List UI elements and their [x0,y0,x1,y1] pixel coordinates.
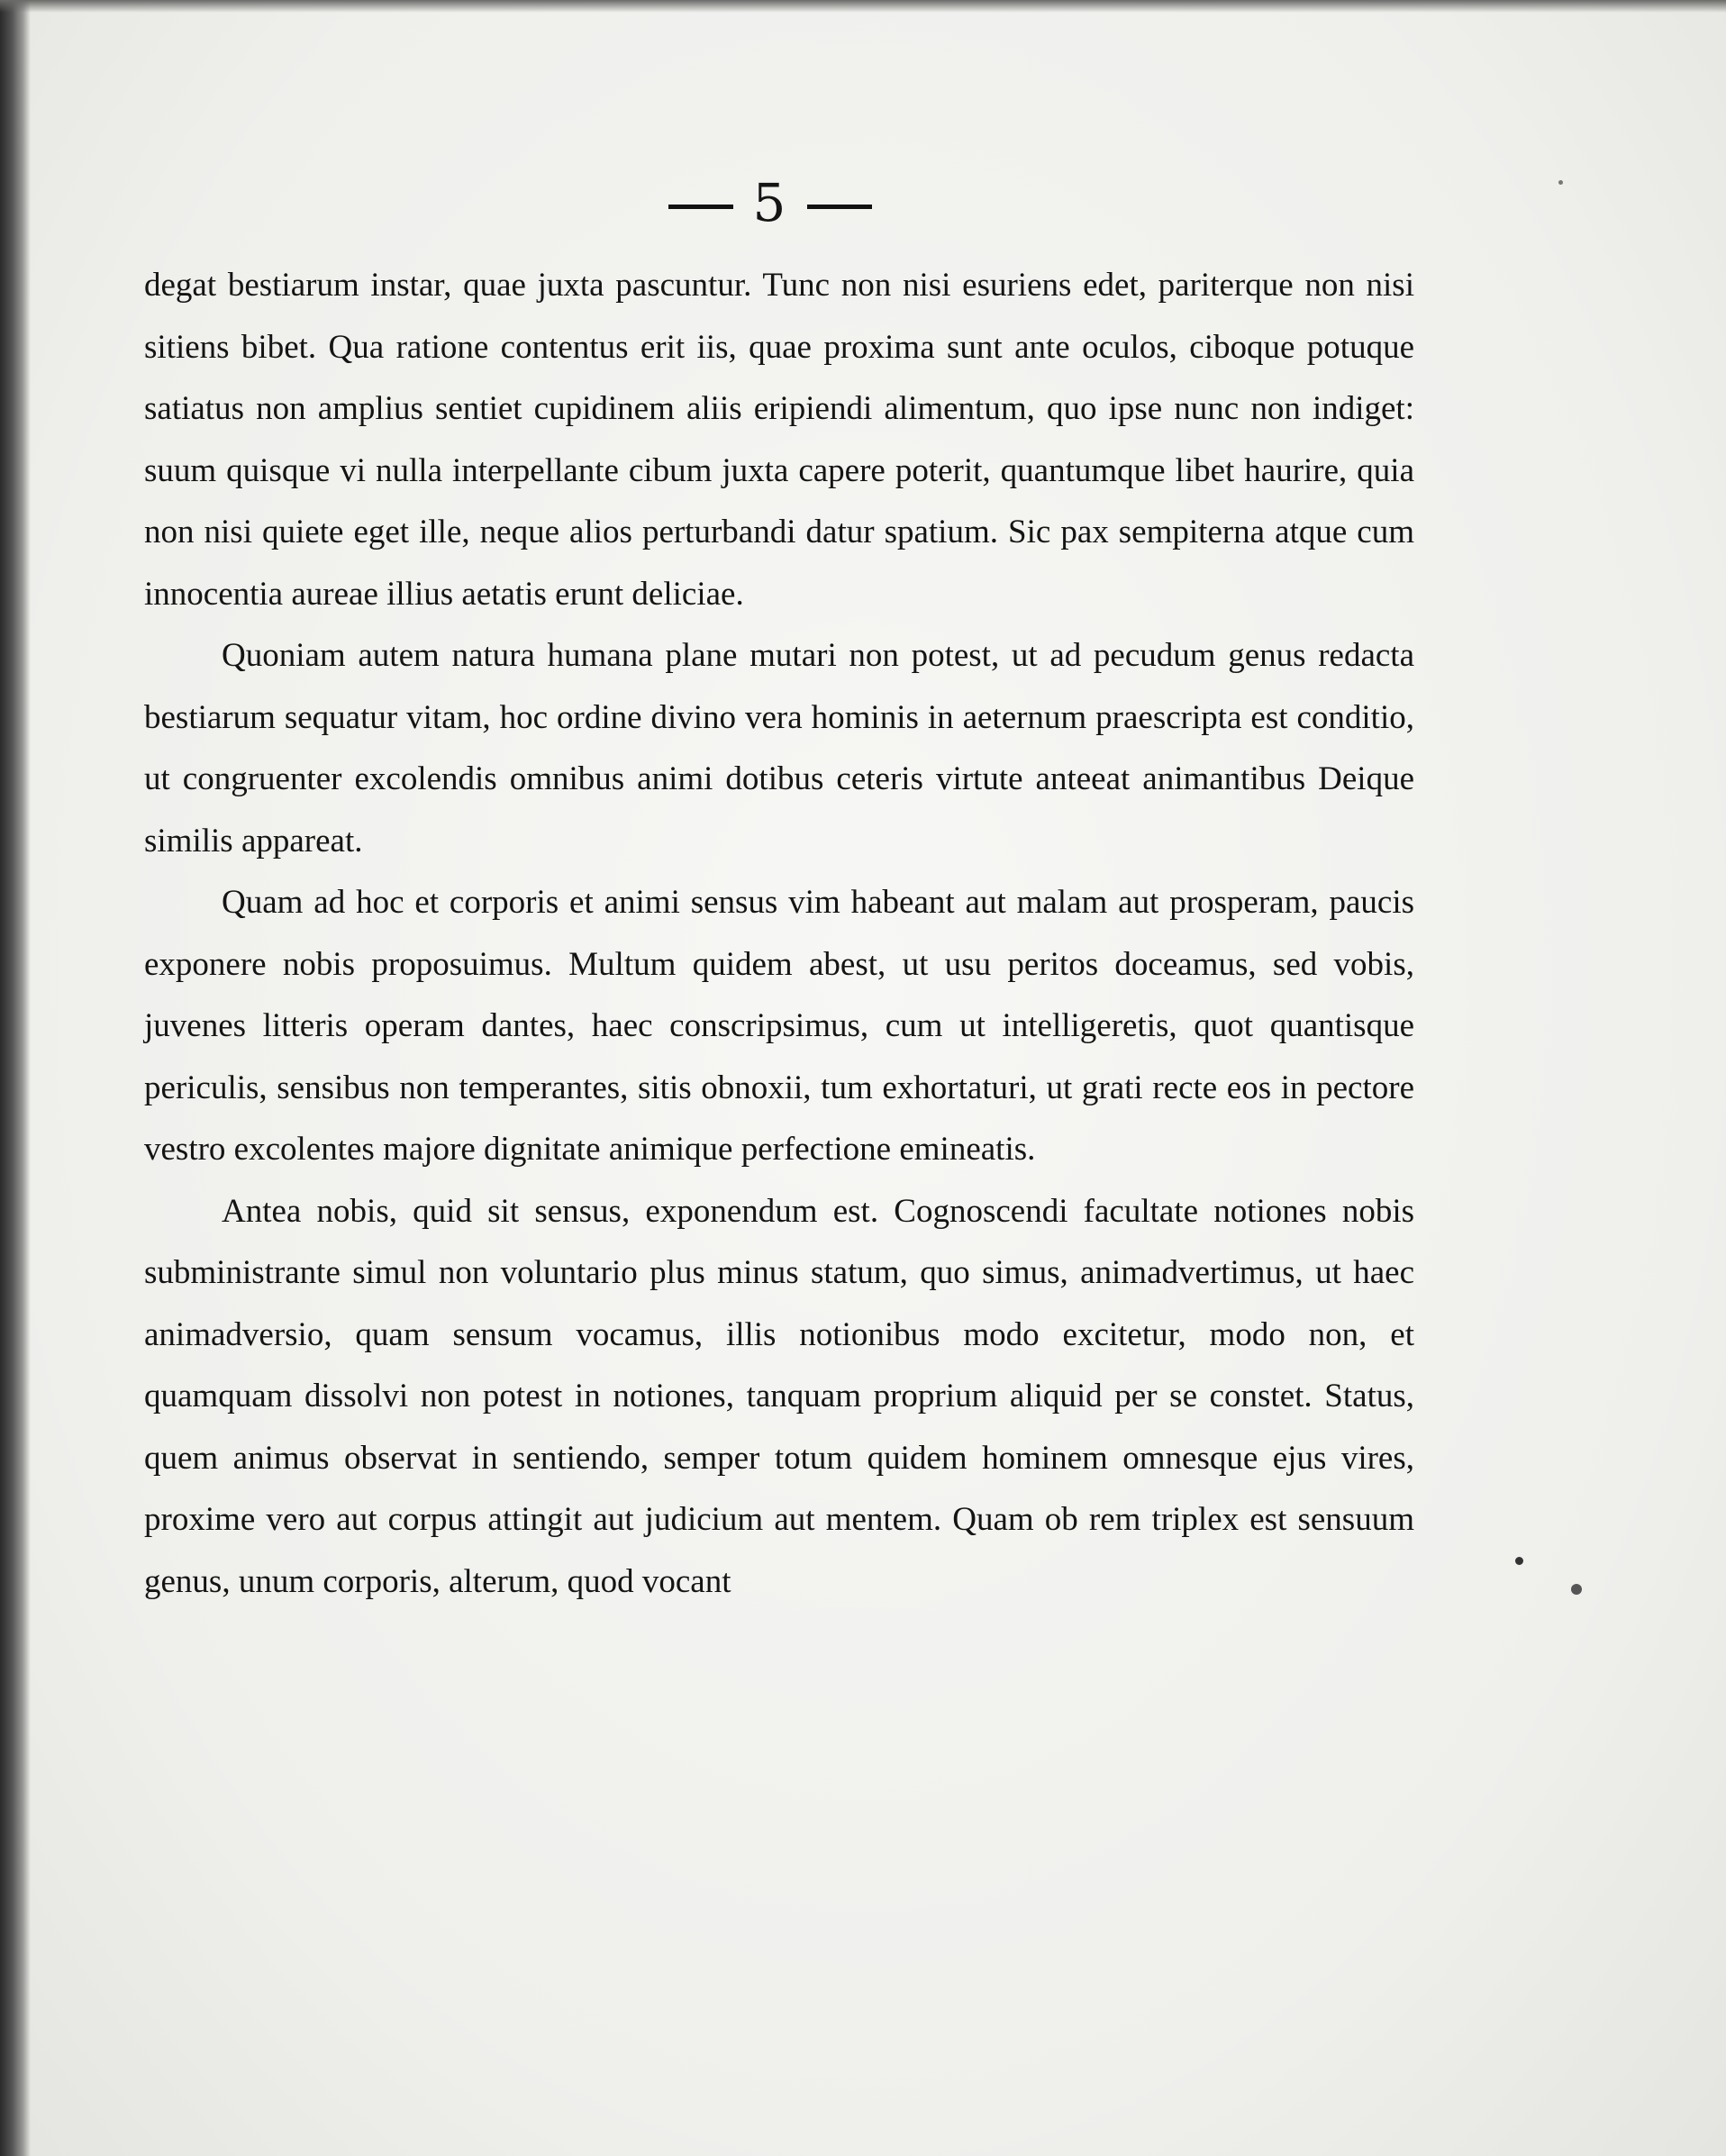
paragraph-1-continued: degat bestiarum instar, quae juxta pascuntur. Tunc non nisi esuriens edet, pariterque non nisi sitiens bibet. Qua ratione contentus erit iis, quae proxima sunt ante oculos, ciboque potuque satiatus non amplius sentiet cupidinem aliis eripiendi alimentum, quo ipse nunc non indiget: suum quisque vi nulla interpellante cibum juxta capere poterit, quantumque libet haurire, quia non nisi quiete eget ille, neque alios perturbandi datur spatium. Sic pax sempiterna atque cum innocentia aureae illius aetatis erunt deliciae. [144,267,1414,613]
ink-speck [1558,180,1563,185]
paragraph-3: Quam ad hoc et corporis et animi sensus vim habeant aut malam aut prosperam, paucis exponere nobis proposuimus. Multum quidem abest, ut usu peritos doceamus, sed vobis, juvenes litteris operam dantes, haec conscripsimus, cum ut intelligeretis, quot quantisque periculis, sensibus non temperantes, sitis obnoxii, tum exhortaturi, ut grati recte eos in pectore vestro excolentes majore dignitate animique perfectione emineatis. [144,884,1414,1168]
body-text [144,255,1414,1613]
page-header [0,171,1540,234]
page-top-shadow [0,0,1726,13]
ink-speck [1515,1557,1523,1565]
paragraph-2: Quoniam autem natura humana plane mutari non potest, ut ad pecudum genus redacta bestiarum sequatur vitam, hoc ordine divino vera hominis in aeternum praescripta est conditio, ut congruenter excolendis omnibus animi dotibus ceteris virtute anteeat animantibus Deique similis appareat. [144,637,1414,860]
ink-speck [1571,1584,1582,1595]
page-number: 5 [752,172,788,233]
paragraph-4: Antea nobis, quid sit sensus, exponendum est. Cognoscendi facultate notiones nobis subministrante simul non voluntario plus minus statum, quo simus, animadvertimus, ut haec animadversio, quam sensum vocamus, illis notionibus modo excitetur, modo non, et quamquam dissolvi non potest in notiones, tanquam proprium aliquid per se constet. Status, quem animus observat in sentiendo, semper totum quidem hominem omnesque ejus vires, proxime vero aut corpus attingit aut judicium aut mentem. Quam ob rem triplex est sensuum genus, unum corporis, alterum, quod vocant [144,1192,1414,1600]
header-dash-right [807,205,872,209]
page-binding-shadow [0,0,31,2156]
header-dash-left [668,205,733,209]
